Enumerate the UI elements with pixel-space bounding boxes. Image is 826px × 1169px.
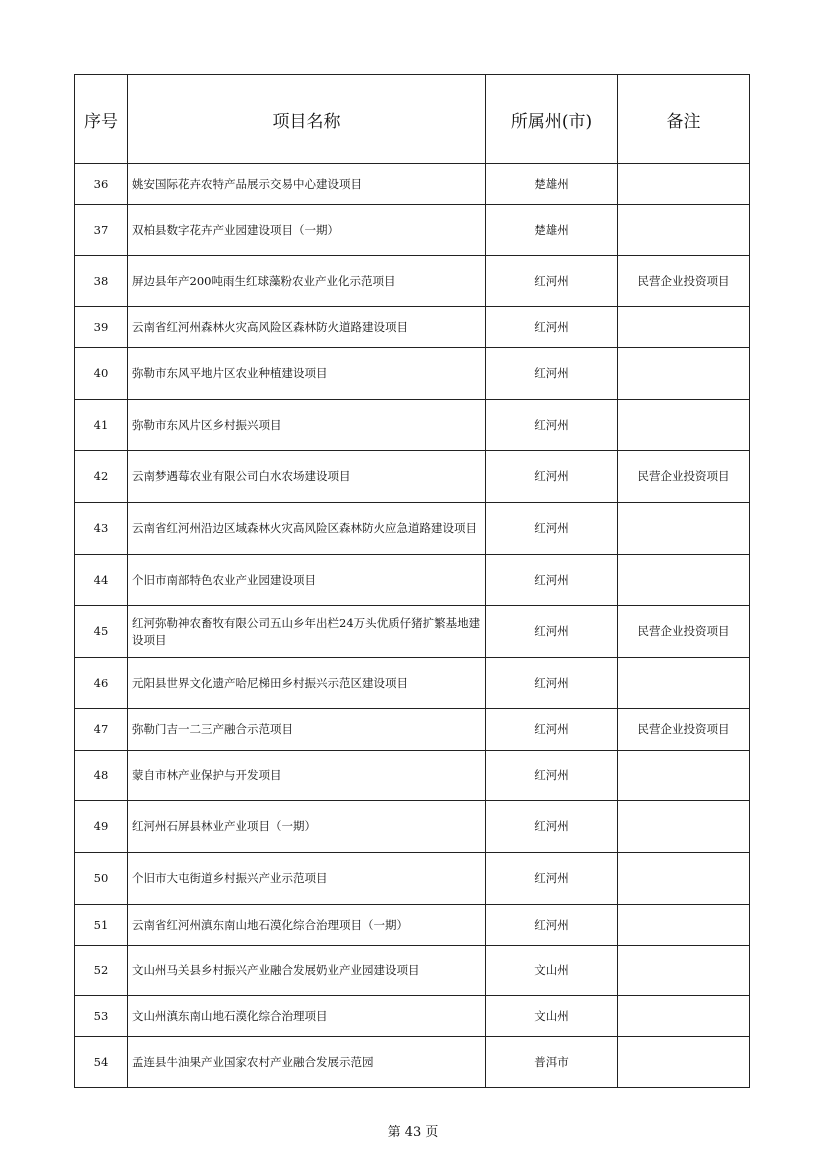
row-number: 48 (75, 751, 128, 801)
table-row (75, 709, 750, 751)
project-name: 屏边县年产200吨雨生红球藻粉农业产业化示范项目 (128, 256, 486, 307)
project-name: 个旧市大屯街道乡村振兴产业示范项目 (128, 853, 486, 905)
region: 普洱市 (486, 1037, 618, 1088)
row-number: 46 (75, 658, 128, 709)
header-note: 备注 (618, 75, 750, 164)
region: 文山州 (486, 996, 618, 1037)
table-row (75, 946, 750, 996)
project-name: 云南梦遇莓农业有限公司白水农场建设项目 (128, 451, 486, 503)
region: 红河州 (486, 801, 618, 853)
region: 红河州 (486, 400, 618, 451)
region: 红河州 (486, 905, 618, 946)
region: 红河州 (486, 658, 618, 709)
note: 民营企业投资项目 (618, 709, 750, 751)
table-header-row (75, 75, 750, 164)
region: 红河州 (486, 348, 618, 400)
row-number: 50 (75, 853, 128, 905)
row-number: 39 (75, 307, 128, 348)
region: 红河州 (486, 853, 618, 905)
project-name: 弥勒门吉一二三产融合示范项目 (128, 709, 486, 751)
row-number: 52 (75, 946, 128, 996)
note (618, 164, 750, 205)
row-number: 37 (75, 205, 128, 256)
note (618, 751, 750, 801)
table-row (75, 1037, 750, 1088)
note (618, 658, 750, 709)
project-name: 孟连县牛油果产业国家农村产业融合发展示范园 (128, 1037, 486, 1088)
table-row (75, 658, 750, 709)
project-name: 云南省红河州滇东南山地石漠化综合治理项目（一期） (128, 905, 486, 946)
table-row (75, 307, 750, 348)
region: 红河州 (486, 503, 618, 555)
table-row (75, 164, 750, 205)
table-row (75, 751, 750, 801)
table-row (75, 853, 750, 905)
project-name: 弥勒市东风片区乡村振兴项目 (128, 400, 486, 451)
table-row (75, 400, 750, 451)
header-region: 所属州(市) (486, 75, 618, 164)
header-no: 序号 (75, 75, 128, 164)
note (618, 905, 750, 946)
project-name: 姚安国际花卉农特产品展示交易中心建设项目 (128, 164, 486, 205)
row-number: 45 (75, 606, 128, 658)
region: 楚雄州 (486, 164, 618, 205)
row-number: 44 (75, 555, 128, 606)
page-number: 第 43 页 (387, 1125, 439, 1140)
project-name: 个旧市南部特色农业产业园建设项目 (128, 555, 486, 606)
region: 红河州 (486, 606, 618, 658)
row-number: 53 (75, 996, 128, 1037)
note (618, 348, 750, 400)
project-name: 元阳县世界文化遗产哈尼梯田乡村振兴示范区建设项目 (128, 658, 486, 709)
project-name: 蒙自市林产业保护与开发项目 (128, 751, 486, 801)
project-name: 双柏县数字花卉产业园建设项目（一期） (128, 205, 486, 256)
region: 红河州 (486, 451, 618, 503)
note (618, 801, 750, 853)
note (618, 555, 750, 606)
project-name: 文山州马关县乡村振兴产业融合发展奶业产业园建设项目 (128, 946, 486, 996)
row-number: 41 (75, 400, 128, 451)
note: 民营企业投资项目 (618, 256, 750, 307)
table-row (75, 256, 750, 307)
row-number: 40 (75, 348, 128, 400)
region: 文山州 (486, 946, 618, 996)
row-number: 51 (75, 905, 128, 946)
note (618, 400, 750, 451)
note (618, 1037, 750, 1088)
table-row (75, 451, 750, 503)
row-number: 38 (75, 256, 128, 307)
table-row (75, 801, 750, 853)
project-name: 文山州滇东南山地石漠化综合治理项目 (128, 996, 486, 1037)
row-number: 43 (75, 503, 128, 555)
row-number: 42 (75, 451, 128, 503)
note (618, 946, 750, 996)
note (618, 503, 750, 555)
project-name: 云南省红河州沿边区域森林火灾高风险区森林防火应急道路建设项目 (128, 503, 486, 555)
table-row (75, 996, 750, 1037)
row-number: 49 (75, 801, 128, 853)
note (618, 307, 750, 348)
table-row (75, 205, 750, 256)
row-number: 47 (75, 709, 128, 751)
region: 红河州 (486, 751, 618, 801)
row-number: 36 (75, 164, 128, 205)
region: 红河州 (486, 256, 618, 307)
project-name: 红河弥勒神农畜牧有限公司五山乡年出栏24万头优质仔猪扩繁基地建设项目 (128, 606, 486, 658)
region: 红河州 (486, 709, 618, 751)
note: 民营企业投资项目 (618, 451, 750, 503)
header-name: 项目名称 (128, 75, 486, 164)
project-name: 弥勒市东风平地片区农业种植建设项目 (128, 348, 486, 400)
table-row (75, 606, 750, 658)
table-row (75, 348, 750, 400)
note (618, 996, 750, 1037)
note (618, 853, 750, 905)
region: 红河州 (486, 307, 618, 348)
table-row (75, 905, 750, 946)
project-name: 云南省红河州森林火灾高风险区森林防火道路建设项目 (128, 307, 486, 348)
note (618, 205, 750, 256)
region: 红河州 (486, 555, 618, 606)
region: 楚雄州 (486, 205, 618, 256)
note: 民营企业投资项目 (618, 606, 750, 658)
project-table (74, 74, 750, 1088)
row-number: 54 (75, 1037, 128, 1088)
project-name: 红河州石屏县林业产业项目（一期） (128, 801, 486, 853)
table-row (75, 503, 750, 555)
table-row (75, 555, 750, 606)
